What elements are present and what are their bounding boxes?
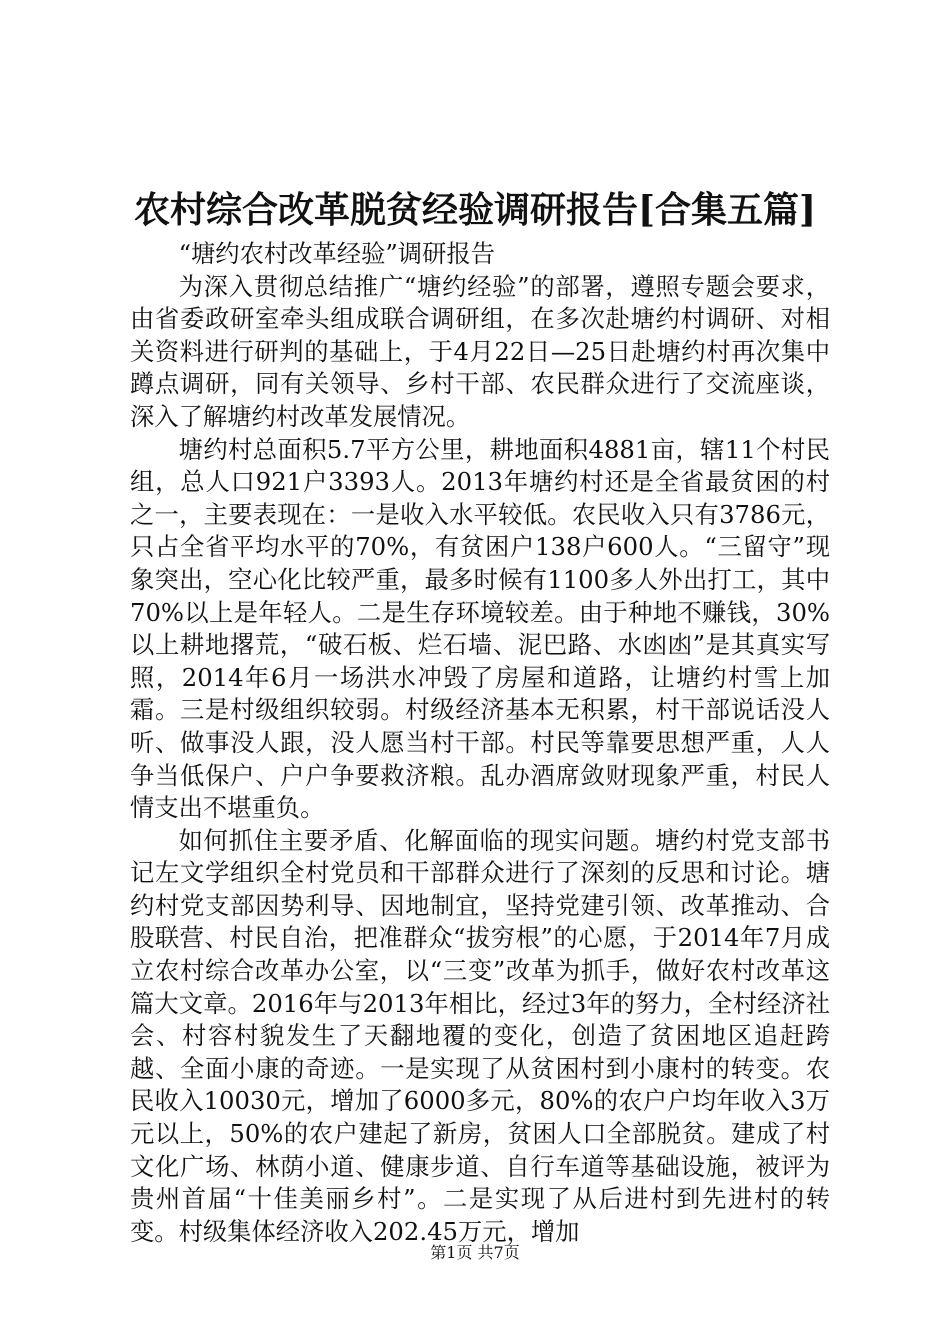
paragraph: 如何抓住主要矛盾、化解面临的现实问题。塘约村党支部书记左文学组织全村党员和干部群众进行了深刻的反思和讨论。塘约村党支部因势利导、因地制宜，坚持党建引领、改革推动、合股联营、村民自治，把准群众“拔穷根”的心愿，于2014年7月成立农村综合改革办公室，以“三变”改革为抓手，做好农村改革这篇大文章。2016年与2013年相比，经过3年的努力，全村经济社会、村容村貌发生了天翻地覆的变化，创造了贫困地区追赶跨越、全面小康的奇迹。一是实现了从贫困村到小康村的转变。农民收入10030元，增加了6000多元，80%的农户户均年收入3万元以上，50%的农户建起了新房，贫困人口全部脱贫。建成了村文化广场、林荫小道、健康步道、自行车道等基础设施，被评为贵州首届“十佳美丽乡村”。二是实现了从后进村到先进村的转变。村级集体经济收入202.45万元，增加 [130,825,830,1246]
report-subtitle: “塘约农村改革经验”调研报告 [178,239,495,268]
paragraph: 为深入贯彻总结推广“塘约经验”的部署，遵照专题会要求，由省委政研室牵头组成联合调研组，在多次赴塘约村调研、对相关资料进行研判的基础上，于4月22日—25日赴塘约村再次集中蹲点调研，同有关领导、乡村干部、农民群众进行了交流座谈，深入了解塘约村改革发展情况。 [130,271,830,431]
document-body [130,238,830,1248]
document-title: 农村综合改革脱贫经验调研报告[合集五篇] [133,189,817,231]
page-footer: 第1页 共7页 [430,1243,520,1262]
paragraph: 塘约村总面积5.7平方公里，耕地面积4881亩，辖11个村民组，总人口921户3393人。2013年塘约村还是全省最贫困的村之一，主要表现在：一是收入水平较低。农民收入只有3786元，只占全省平均水平的70%，有贫困户138户600人。“三留守”现象突出，空心化比较严重，最多时候有1100多人外出打工，其中70%以上是年轻人。二是生存环境较差。由于种地不赚钱，30%以上耕地撂荒，“破石板、烂石墙、泥巴路、水凼凼”是其真实写照，2014年6月一场洪水冲毁了房屋和道路，让塘约村雪上加霜。三是村级组织较弱。村级经济基本无积累，村干部说话没人听、做事没人跟，没人愿当村干部。村民等靠要思想严重，人人争当低保户、户户争要救济粮。乱办酒席敛财现象严重，村民人情支出不堪重负。 [130,434,830,823]
